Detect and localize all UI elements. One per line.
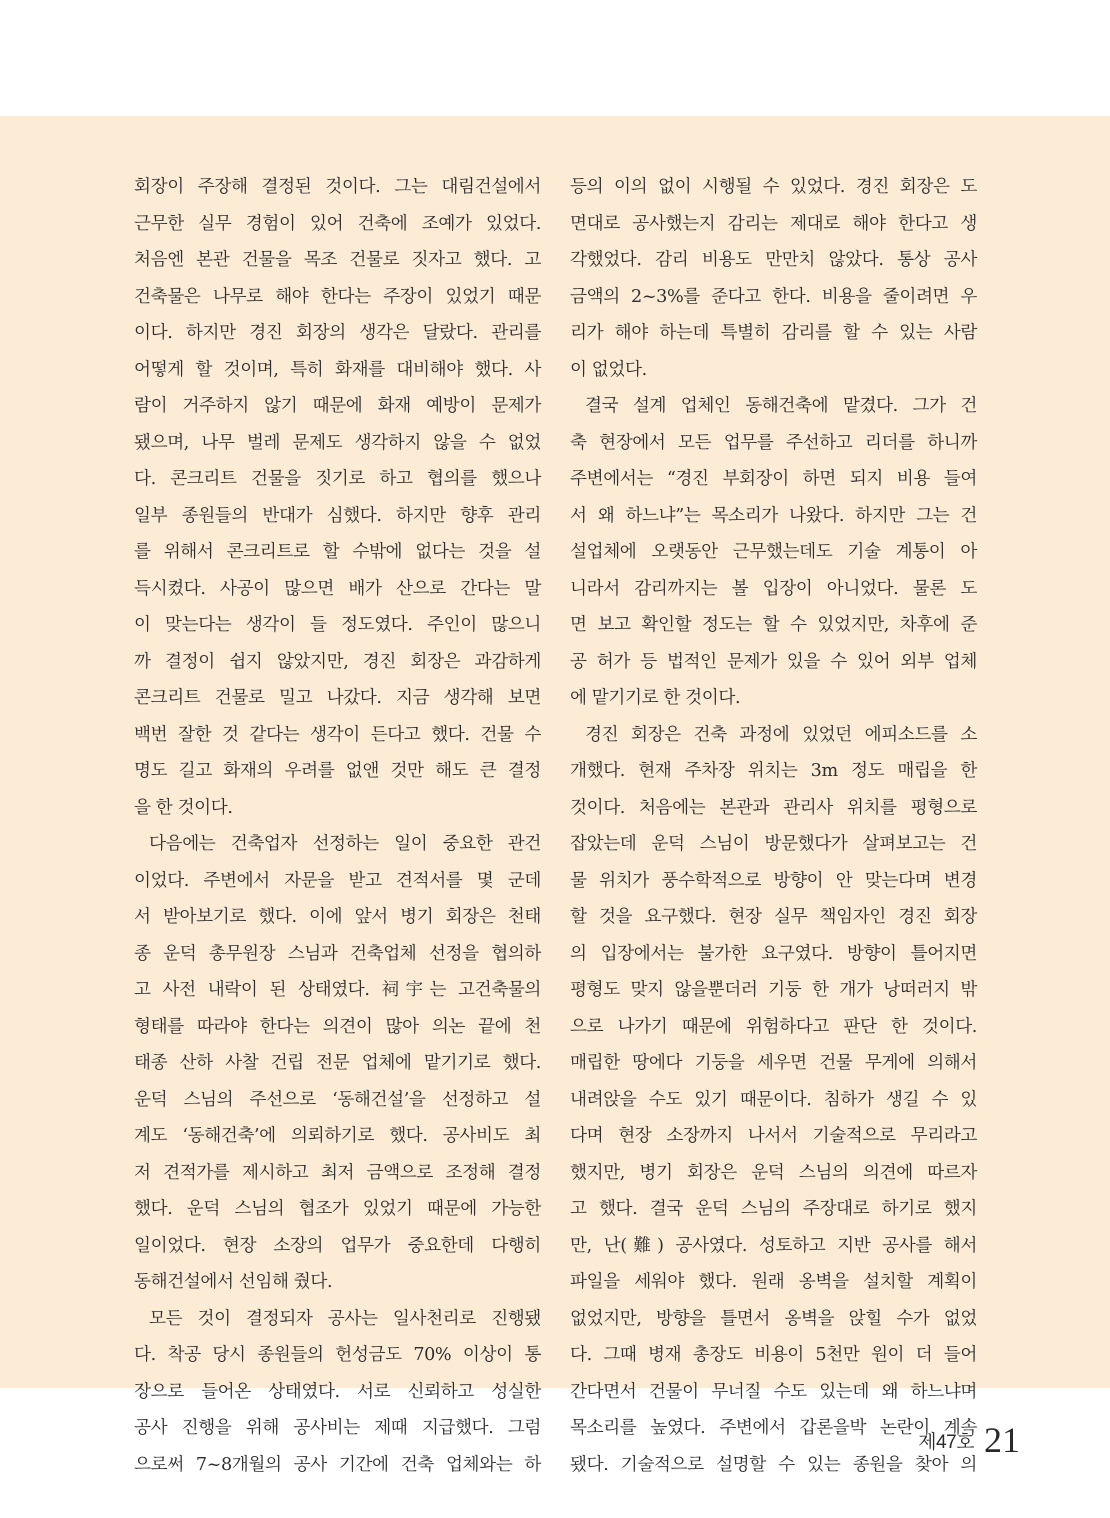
- text-line: 고 했다. 결국 운덕 스님의 주장대로 하기로 했지: [570, 1199, 977, 1219]
- text-line: 를 위해서 콘크리트로 할 수밖에 없다는 것을 설: [134, 542, 541, 562]
- text-line: 만, 난(難) 공사였다. 성토하고 지반 공사를 해서: [570, 1235, 977, 1256]
- paragraph-start-line: 모든 것이 결정되자 공사는 일사천리로 진행됐: [149, 1308, 541, 1329]
- text-line: 서 왜 하느냐”는 목소리가 나왔다. 하지만 그는 건: [570, 505, 977, 526]
- text-line: 했지만, 병기 회장은 운덕 스님의 의견에 따르자: [570, 1162, 977, 1183]
- text-line: 공 허가 등 법적인 문제가 있을 수 있어 외부 업체: [570, 651, 977, 672]
- text-line: 태종 산하 사찰 건립 전문 업체에 맡기기로 했다.: [134, 1053, 541, 1073]
- text-line: 어떻게 할 것이며, 특히 화재를 대비해야 했다. 사: [134, 359, 541, 380]
- text-line: 없었지만, 방향을 틀면서 옹벽을 앉힐 수가 없었: [570, 1308, 977, 1329]
- text-line: 매립한 땅에다 기둥을 세우면 건물 무게에 의해서: [570, 1053, 977, 1073]
- text-line: 명도 길고 화재의 우려를 없앤 것만 해도 큰 결정: [134, 761, 541, 781]
- text-line: 고 사전 내락이 된 상태였다. 祠宇는 고건축물의: [134, 980, 541, 1000]
- text-line: 목소리를 높였다. 주변에서 갑론을박 논란이 계속: [570, 1418, 977, 1438]
- text-line: 금액의 2~3%를 준다고 한다. 비용을 줄이려면 우: [570, 286, 977, 307]
- text-line: 백번 잘한 것 같다는 생각이 든다고 했다. 건물 수: [134, 724, 541, 745]
- text-line: 했다. 운덕 스님의 협조가 있었기 때문에 가능한: [134, 1199, 541, 1219]
- text-line: 축 현장에서 모든 업무를 주선하고 리더를 하니까: [570, 432, 977, 453]
- page-number: 21: [984, 1420, 1020, 1460]
- text-line: 면 보고 확인할 정도는 할 수 있었지만, 차후에 준: [570, 615, 977, 635]
- text-line: 장으로 들어온 상태였다. 서로 신뢰하고 성실한: [134, 1381, 541, 1402]
- text-line: 일이었다. 현장 소장의 업무가 중요한데 다행히: [134, 1235, 541, 1256]
- text-line: 동해건설에서 선임해 줬다.: [134, 1272, 333, 1292]
- text-line: 등의 이의 없이 시행될 수 있었다. 경진 회장은 도: [570, 177, 977, 197]
- text-line: 이었다. 주변에서 자문을 받고 견적서를 몇 군데: [134, 870, 541, 891]
- text-line: 파일을 세워야 했다. 원래 옹벽을 설치할 계획이: [570, 1272, 977, 1292]
- text-line: 이 맞는다는 생각이 들 정도였다. 주인이 많으니: [134, 615, 541, 635]
- text-line: 건축물은 나무로 해야 한다는 주장이 있었기 때문: [134, 286, 541, 307]
- text-line: 서 받아보기로 했다. 이에 앞서 병기 회장은 천태: [134, 907, 541, 927]
- page-footer: [918, 1404, 1020, 1464]
- text-line: 람이 거주하지 않기 때문에 화재 예방이 문제가: [134, 396, 541, 416]
- text-line: 종 운덕 총무원장 스님과 건축업체 선정을 협의하: [134, 943, 541, 964]
- text-line: 다. 콘크리트 건물을 짓기로 하고 협의를 했으나: [134, 469, 541, 489]
- text-line: 물 위치가 풍수학적으로 방향이 안 맞는다며 변경: [570, 870, 977, 891]
- text-line: 공사 진행을 위해 공사비는 제때 지급했다. 그럼: [134, 1418, 541, 1438]
- text-line: 일부 종원들의 반대가 심했다. 하지만 향후 관리: [134, 505, 541, 526]
- text-line: 다. 그때 병재 총장도 비용이 5천만 원이 더 들어: [570, 1345, 977, 1365]
- issue-label: 제47호: [918, 1432, 974, 1453]
- text-line: 리가 해야 하는데 특별히 감리를 할 수 있는 사람: [570, 323, 977, 343]
- paragraph-start-line: 다음에는 건축업자 선정하는 일이 중요한 관건: [149, 834, 541, 854]
- text-line: 까 결정이 쉽지 않았지만, 경진 회장은 과감하게: [134, 651, 541, 672]
- paragraph-start-line: 결국 설계 업체인 동해건축에 맡겼다. 그가 건: [585, 396, 977, 416]
- text-line: 형태를 따라야 한다는 의견이 많아 의논 끝에 천: [134, 1016, 541, 1037]
- top-margin: [0, 0, 1110, 116]
- text-line: 이다. 하지만 경진 회장의 생각은 달랐다. 관리를: [134, 323, 541, 343]
- left-column: [134, 172, 541, 1486]
- text-line: 주변에서는 “경진 부회장이 하면 되지 비용 들여: [570, 469, 977, 489]
- right-column: [570, 172, 977, 1486]
- text-line: 득시켰다. 사공이 많으면 배가 산으로 간다는 말: [134, 578, 541, 599]
- text-line: 간다면서 건물이 무너질 수도 있는데 왜 하느냐며: [570, 1381, 977, 1402]
- text-line: 됐으며, 나무 벌레 문제도 생각하지 않을 수 없었: [134, 432, 541, 453]
- text-line: 저 견적가를 제시하고 최저 금액으로 조정해 결정: [134, 1162, 541, 1183]
- text-line: 을 한 것이다.: [134, 797, 233, 818]
- text-line: 처음엔 본관 건물을 목조 건물로 짓자고 했다. 고: [134, 250, 541, 270]
- text-line: 근무한 실무 경험이 있어 건축에 조예가 있었다.: [134, 213, 541, 234]
- text-line: 으로써 7~8개월의 공사 기간에 건축 업체와는 하: [134, 1454, 541, 1475]
- text-line: 잡았는데 운덕 스님이 방문했다가 살펴보고는 건: [570, 834, 977, 854]
- text-line: 다며 현장 소장까지 나서서 기술적으로 무리라고: [570, 1126, 977, 1146]
- text-line: 설업체에 오랫동안 근무했는데도 기술 계통이 아: [570, 542, 977, 562]
- text-line: 의 입장에서는 불가한 요구였다. 방향이 틀어지면: [570, 943, 977, 964]
- paragraph-start-line: 경진 회장은 건축 과정에 있었던 에피소드를 소: [585, 724, 977, 745]
- text-line: 됐다. 기술적으로 설명할 수 있는 종원을 찾아 의: [570, 1454, 977, 1475]
- text-line: 평형도 맞지 않을뿐더러 기둥 한 개가 낭떠러지 밖: [570, 980, 977, 1000]
- text-line: 으로 나가기 때문에 위험하다고 판단 한 것이다.: [570, 1016, 977, 1037]
- text-line: 각했었다. 감리 비용도 만만치 않았다. 통상 공사: [570, 250, 977, 270]
- text-line: 이 없었다.: [570, 359, 647, 380]
- text-line: 에 맡기기로 한 것이다.: [570, 688, 741, 708]
- text-line: 니라서 감리까지는 볼 입장이 아니었다. 물론 도: [570, 578, 977, 599]
- text-line: 운덕 스님의 주선으로 ‘동해건설’을 선정하고 설: [134, 1089, 541, 1110]
- text-line: 계도 ‘동해건축’에 의뢰하기로 했다. 공사비도 최: [134, 1126, 541, 1146]
- text-line: 콘크리트 건물로 밀고 나갔다. 지금 생각해 보면: [134, 688, 541, 708]
- text-line: 면대로 공사했는지 감리는 제대로 해야 한다고 생: [570, 213, 977, 234]
- text-line: 할 것을 요구했다. 현장 실무 책임자인 경진 회장: [570, 907, 977, 927]
- text-line: 내려앉을 수도 있기 때문이다. 침하가 생길 수 있: [570, 1089, 977, 1110]
- text-line: 것이다. 처음에는 본관과 관리사 위치를 평형으로: [570, 797, 977, 818]
- text-line: 개했다. 현재 주차장 위치는 3m 정도 매립을 한: [570, 761, 977, 781]
- text-line: 다. 착공 당시 종원들의 헌성금도 70% 이상이 통: [134, 1345, 541, 1365]
- text-line: 회장이 주장해 결정된 것이다. 그는 대림건설에서: [134, 177, 541, 197]
